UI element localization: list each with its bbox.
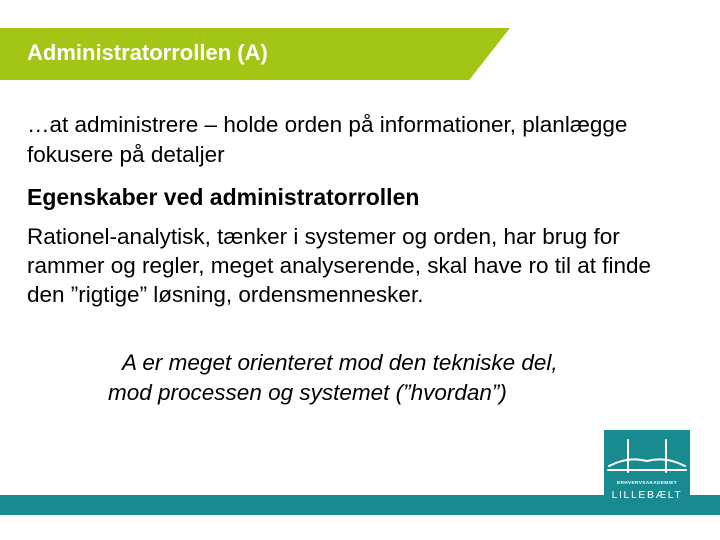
logo-small-text: ERHVERVSAKADEMIET: [617, 481, 677, 486]
section-heading: Egenskaber ved administratorrollen: [27, 184, 420, 210]
italic-line-2: mod processen og systemet (”hvordan”): [108, 380, 507, 405]
section-body: Rationel-analytisk, tænker i systemer og orden, har brug for rammer og regler, meget analyserende, skal have ro til at finde den ”rigtige” løsning, ordensmennesker.: [27, 224, 652, 307]
logo-big-text: LILLEBÆLT: [611, 489, 683, 501]
bridge-icon: [604, 430, 690, 480]
intro-text: …at administrere – holde orden på informationer, planlægge fokusere på detaljer: [27, 112, 628, 167]
logo: [604, 430, 690, 510]
italic-line-1: A er meget orienteret mod den tekniske del,: [122, 350, 558, 375]
slide-title: Administratorrollen (A): [27, 40, 268, 65]
